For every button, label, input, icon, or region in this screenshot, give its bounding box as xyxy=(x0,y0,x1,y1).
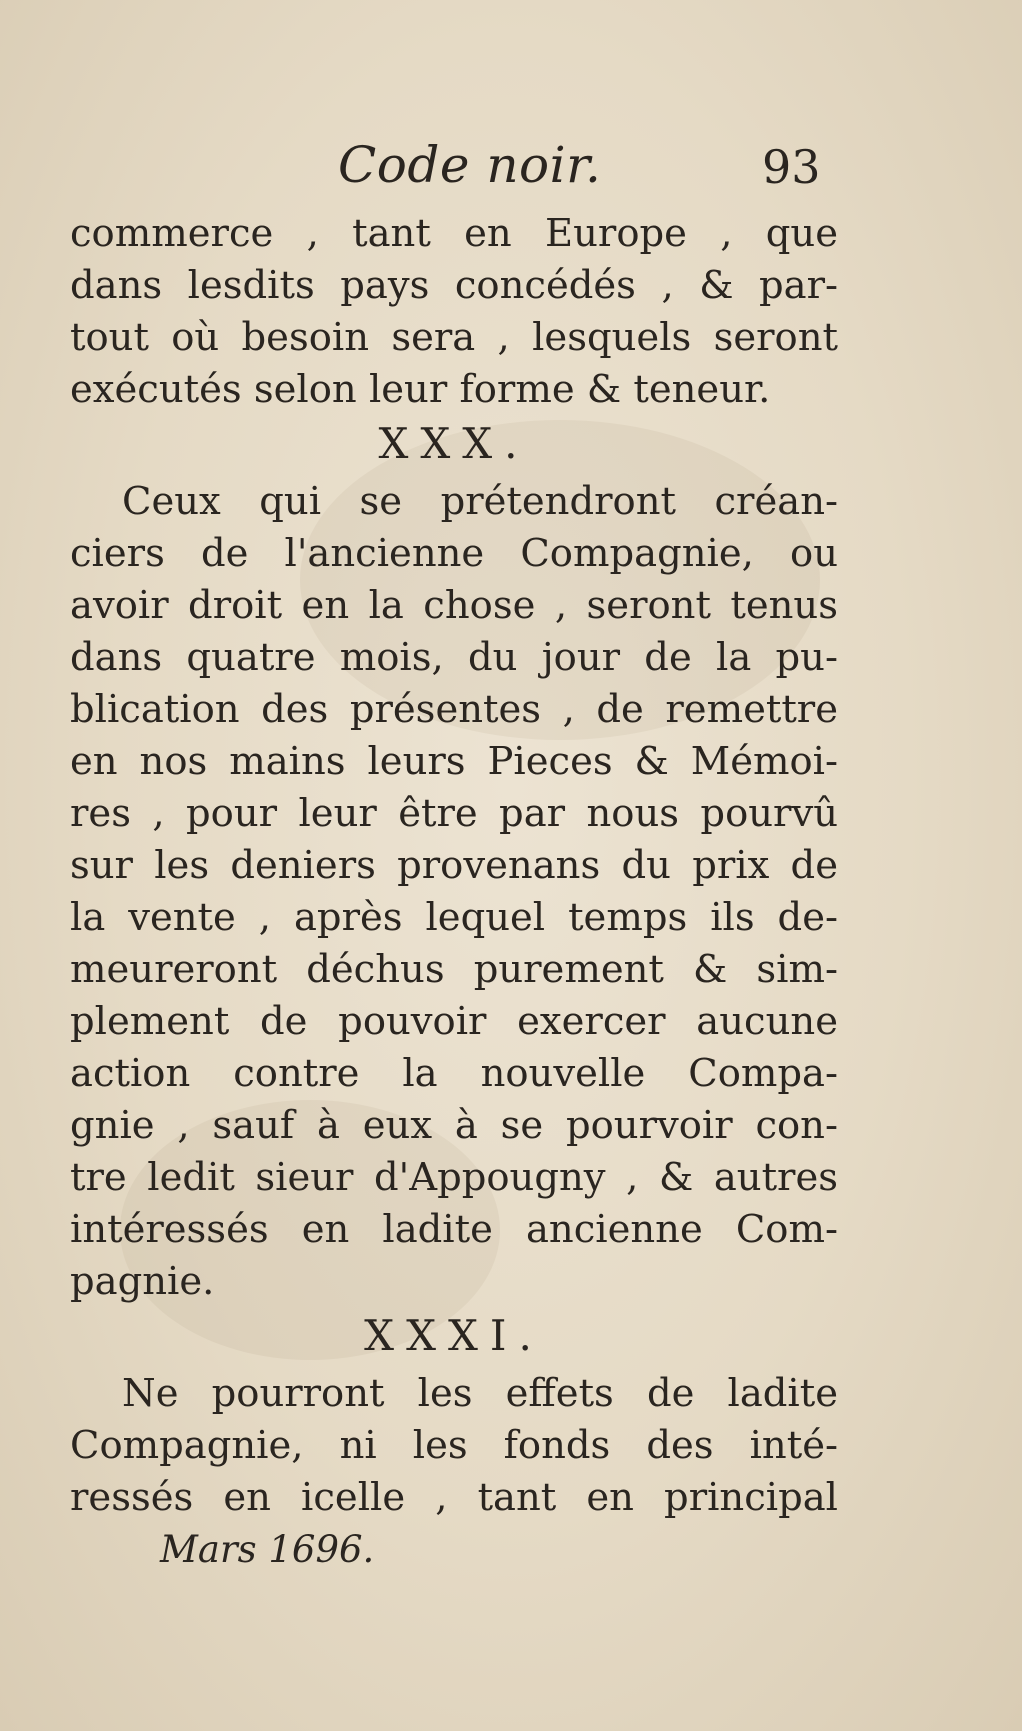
text-line: Ne pourront les effets de ladite xyxy=(122,1371,838,1416)
page-header xyxy=(70,128,840,208)
text-line: gnie , sauf à eux à se pourvoir con- xyxy=(70,1103,838,1148)
text-line: plement de pouvoir exercer aucune xyxy=(70,999,838,1044)
text-line: intéressés en ladite ancienne Com- xyxy=(70,1207,838,1252)
article-heading: XXXI. xyxy=(364,1311,544,1360)
text-line: ciers de l'ancienne Compagnie, ou xyxy=(70,531,838,576)
page-body xyxy=(70,208,838,1524)
text-line: commerce , tant en Europe , que xyxy=(70,211,838,256)
text-line: exécutés selon leur forme & teneur. xyxy=(70,367,771,412)
text-line: res , pour leur être par nous pourvû xyxy=(70,791,838,836)
text-line: en nos mains leurs Pieces & Mémoi- xyxy=(70,739,838,784)
page-number: 93 xyxy=(762,140,821,194)
text-line: Ceux qui se prétendront créan- xyxy=(122,479,838,524)
text-line: avoir droit en la chose , seront tenus xyxy=(70,583,838,628)
footer-signature: Mars 1696. xyxy=(160,1528,375,1571)
text-line: tout où besoin sera , lesquels seront xyxy=(70,315,838,360)
text-line: Compagnie, ni les fonds des inté- xyxy=(70,1423,838,1468)
text-line: ressés en icelle , tant en principal xyxy=(70,1475,838,1520)
text-line: la vente , après lequel temps ils de- xyxy=(70,895,838,940)
text-line: pagnie. xyxy=(70,1259,215,1304)
running-title: Code noir. xyxy=(338,136,602,194)
text-line: blication des présentes , de remettre xyxy=(70,687,838,732)
text-line: action contre la nouvelle Compa- xyxy=(70,1051,838,1096)
article-heading: XXX. xyxy=(378,419,530,468)
text-line: dans quatre mois, du jour de la pu- xyxy=(70,635,838,680)
text-line: sur les deniers provenans du prix de xyxy=(70,843,838,888)
text-line: dans lesdits pays concédés , & par- xyxy=(70,263,838,308)
text-line: meureront déchus purement & sim- xyxy=(70,947,838,992)
text-line: tre ledit sieur d'Appougny , & autres xyxy=(70,1155,838,1200)
